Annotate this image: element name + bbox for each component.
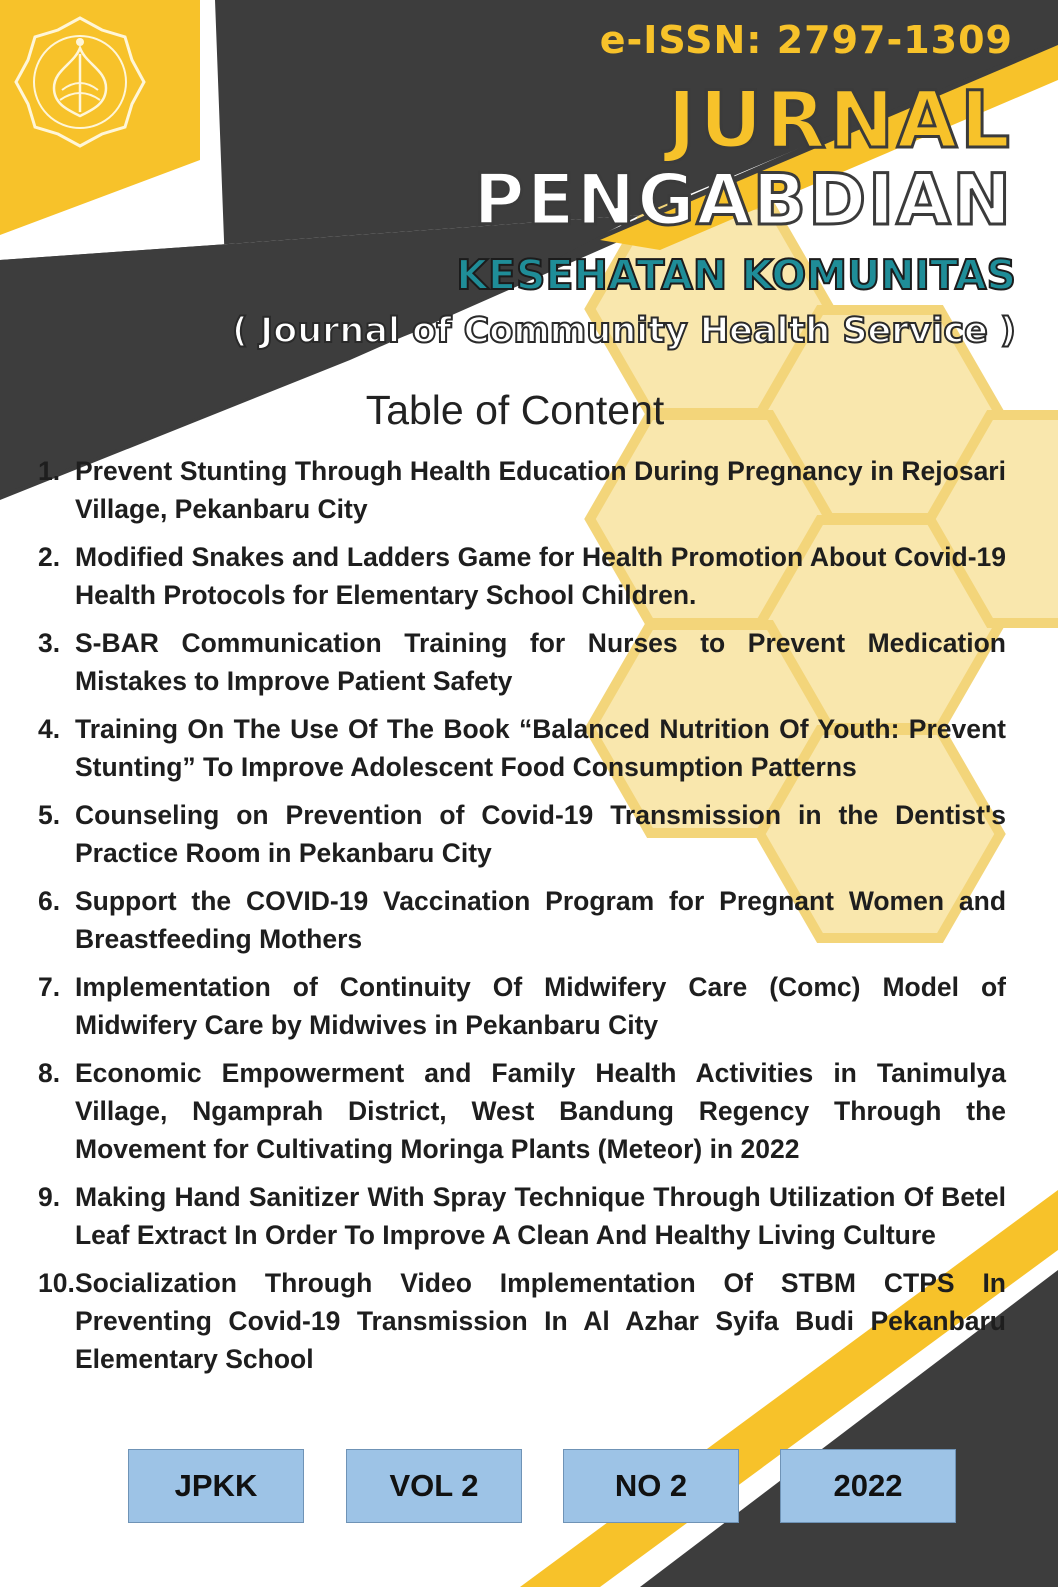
toc-item xyxy=(38,624,1006,700)
toc-item-number: 10. xyxy=(38,1268,75,1298)
toc-item-number: 9. xyxy=(38,1182,61,1212)
journal-title-line3: KESEHATAN KOMUNITAS xyxy=(456,251,1016,299)
toc-item xyxy=(38,1054,1006,1168)
journal-title-line1: JURNAL xyxy=(667,76,1013,166)
journal-abbrev-badge: JPKK xyxy=(128,1449,304,1523)
toc-list xyxy=(38,452,1006,1388)
toc-item xyxy=(38,1264,1006,1378)
toc-item-title: Economic Empowerment and Family Health Activities in Tanimulya Village, Ngamprah District, West Bandung Regency Through the Movement for Cultivating Moringa Plants (Meteor) in 2022 xyxy=(75,1058,1006,1164)
toc-item xyxy=(38,710,1006,786)
issue-number-badge: NO 2 xyxy=(563,1449,739,1523)
toc-heading: Table of Content xyxy=(365,387,665,433)
toc-item-title: Modified Snakes and Ladders Game for Health Promotion About Covid-19 Health Protocols for Elementary School Children. xyxy=(75,542,1006,610)
toc-item-number: 4. xyxy=(38,714,61,744)
toc-item-title: Support the COVID-19 Vaccination Program for Pregnant Women and Breastfeeding Mothers xyxy=(75,886,1006,954)
volume-badge: VOL 2 xyxy=(346,1449,522,1523)
issue-info-bar xyxy=(128,1449,958,1525)
toc-item-number: 6. xyxy=(38,886,61,916)
toc-item-title: Implementation of Continuity Of Midwifery Care (Comc) Model of Midwifery Care by Midwives in Pekanbaru City xyxy=(75,972,1006,1040)
journal-subtitle: ( Journal of Community Health Service ) xyxy=(232,311,1016,351)
toc-item-number: 2. xyxy=(38,542,61,572)
toc-item xyxy=(38,452,1006,528)
toc-item-title: Making Hand Sanitizer With Spray Technique Through Utilization Of Betel Leaf Extract In Order To Improve A Clean And Healthy Living Culture xyxy=(75,1182,1006,1250)
journal-title-line2: PENGABDIAN xyxy=(473,159,1013,241)
toc-item-number: 3. xyxy=(38,628,61,658)
toc-item-number: 5. xyxy=(38,800,61,830)
toc-item-title: Counseling on Prevention of Covid-19 Transmission in the Dentist's Practice Room in Pekanbaru City xyxy=(75,800,1006,868)
issn-number: e-ISSN: 2797-1309 xyxy=(599,18,1013,62)
toc-item-number: 7. xyxy=(38,972,61,1002)
toc-item-title: S-BAR Communication Training for Nurses to Prevent Medication Mistakes to Improve Patient Safety xyxy=(75,628,1006,696)
year-badge: 2022 xyxy=(780,1449,956,1523)
toc-item-title: Socialization Through Video Implementation Of STBM CTPS In Preventing Covid-19 Transmission In Al Azhar Syifa Budi Pekanbaru Elementary School xyxy=(75,1268,1006,1374)
toc-item-number: 8. xyxy=(38,1058,61,1088)
toc-item xyxy=(38,968,1006,1044)
toc-item xyxy=(38,796,1006,872)
toc-item xyxy=(38,882,1006,958)
toc-item xyxy=(38,538,1006,614)
toc-item-title: Prevent Stunting Through Health Education During Pregnancy in Rejosari Village, Pekanbaru City xyxy=(75,456,1006,524)
toc-item xyxy=(38,1178,1006,1254)
toc-item-number: 1. xyxy=(38,456,61,486)
toc-item-title: Training On The Use Of The Book “Balanced Nutrition Of Youth: Prevent Stunting” To Improve Adolescent Food Consumption Patterns xyxy=(75,714,1006,782)
